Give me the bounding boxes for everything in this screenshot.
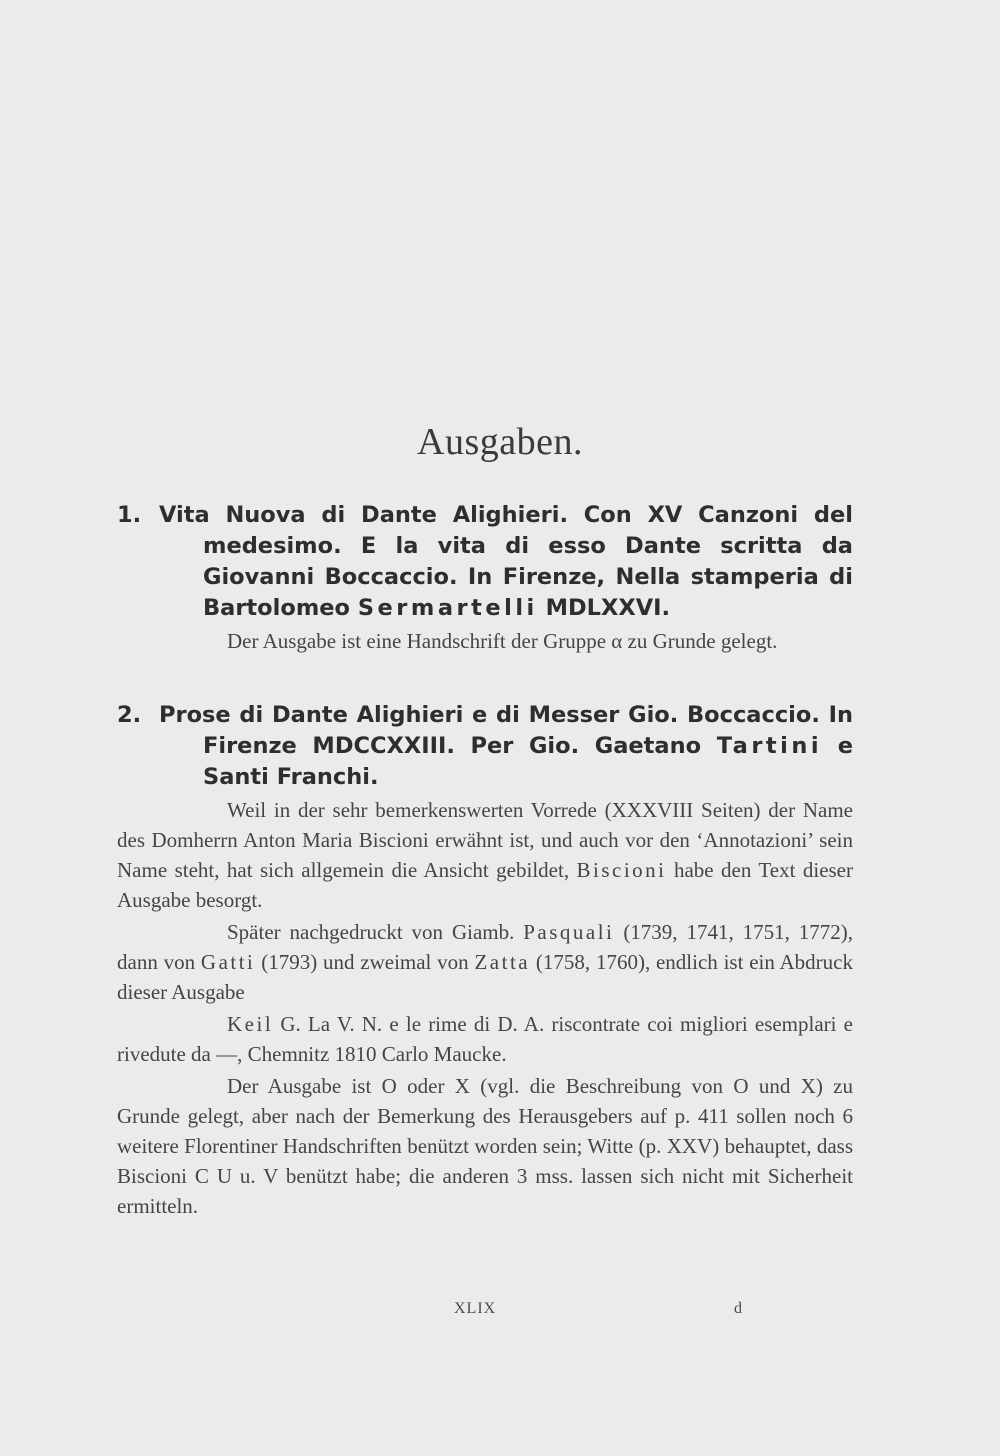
edition-note: Der Ausgabe ist eine Handschrift der Gruppe α zu Grunde gelegt. [227,629,778,653]
edition-note-1 [117,795,853,915]
note-text: G. La V. N. e le rime di D. A. riscontrate coi migliori esemplari e rivedute da —, Chemnitz 1810 Carlo Maucke. [117,1012,853,1066]
edition-heading [117,500,853,624]
note-text: Weil in der sehr bemerkenswerten Vorrede (XXXVIII Seiten) der Name des Domherrn Anton Maria Biscioni erwähnt ist, und auch vor den ‘Annotazioni’ sein Name steht, hat sich allgemein die Ansicht gebildet, [117,798,853,882]
entry-number: 1. [117,502,142,528]
heading-text-end: e Santi Franchi. [203,733,853,790]
note-spaced-name: Gatti [200,950,256,974]
edition-note-3 [117,1009,853,1069]
note-spaced-name: Zatta [474,950,531,974]
note-text-end: habe den Text dieser Ausgabe besorgt. [117,858,853,912]
note-text: (1739, 1741, 1751, 1772), dann von [117,920,853,974]
heading-text: Prose di Dante Alighieri e di Messer Gio. Boccaccio. In Firenze MDCCXXIII. Per Gio. Gaetano [159,702,853,759]
heading-text: Vita Nuova di Dante Alighieri. Con XV Canzoni del medesimo. E la vita di esso Dante scritta da Giovanni Boccaccio. In Firenze, Nella stamperia di Bartolomeo [159,502,853,621]
heading-text-end: MDLXXVI. [537,595,671,621]
note-spaced-name: Pasquali [523,920,615,944]
edition-note-4: Der Ausgabe ist O oder X (vgl. die Beschreibung von O und X) zu Grunde gelegt, aber nach der Bemerkung des Herausgebers auf p. 411 sollen noch 6 weitere Florentiner Handschriften benützt worden sein; Witte (p. XXV) behauptet, dass Biscioni C U u. V benützt habe; die anderen 3 mss. lassen sich nicht mit Sicherheit ermitteln. [117,1074,853,1218]
note-text: Später nachgedruckt von Giamb. [227,920,524,944]
entry-number: 2. [117,702,142,728]
note-text-end: (1758, 1760), endlich ist ein Abdruck dieser Ausgabe [117,950,853,1004]
edition-note-2 [117,917,853,1007]
heading-spaced-name: Sermartelli [357,595,538,621]
edition-entry-1 [117,500,853,656]
edition-heading [117,700,853,793]
edition-entry-2 [117,700,853,1221]
sheet-letter: d [734,1300,743,1317]
note-spaced-name: Biscioni [576,858,667,882]
note-spaced-name: Keil [227,1012,274,1036]
section-title: Ausgaben. [417,421,583,463]
page-signature: XLIX [454,1300,497,1317]
note-text: (1793) und zweimal von [255,950,475,974]
heading-spaced-name: Tartini [716,733,823,759]
